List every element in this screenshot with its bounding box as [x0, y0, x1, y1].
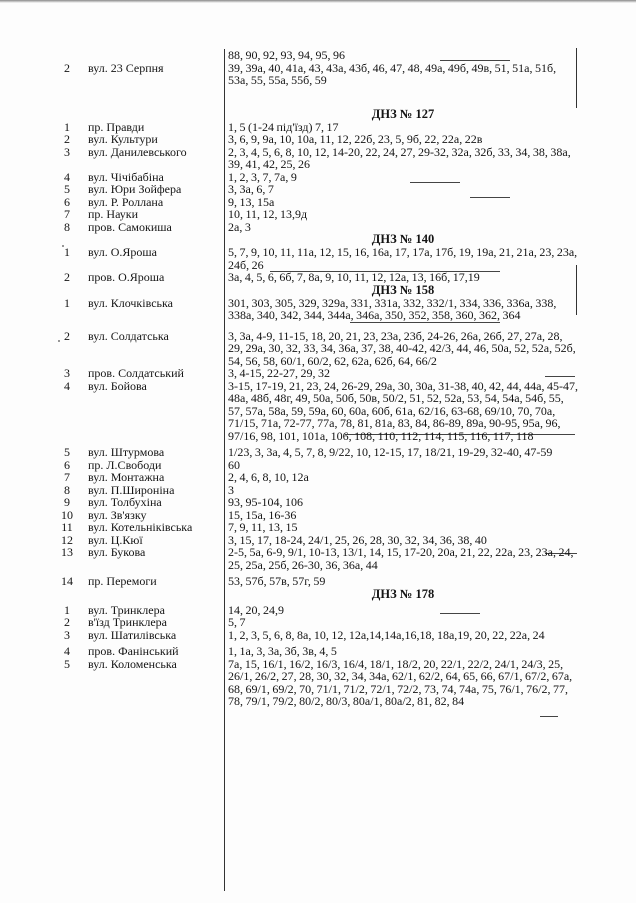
house-numbers: 2а, 3	[228, 219, 251, 234]
house-numbers: 10, 11, 12, 13,9д	[228, 207, 308, 221]
house-numbers: 53, 57б, 57в, 57г, 59	[228, 574, 326, 588]
house-numbers: 3, 3а, 6, 7	[228, 182, 274, 196]
row-number: 5	[64, 182, 70, 196]
street-name: вул. Солдатська	[88, 328, 169, 343]
row-number: 5	[64, 445, 70, 459]
row-number: 9	[64, 495, 70, 509]
row-number: 4	[64, 169, 70, 184]
house-numbers: 3-15, 17-19, 21, 23, 24, 26-29, 29а, 30, 30а, 31-38, 40, 42, 44, 44а, 45-47, 48а, 48б, 48г, 49, 50а, 50б, 50в, 50/2, 51, 52, 52а, 53, 54, 54а, 54б, 55, 57, 57а, 58а, 59, 59а, 60, 60а, 60б, 61а, 62/16, 63-68, 69/10, 70, 70а, 71/15, 71а, 72-77, 77а, 78, 81, 81а, 83, 84, 86-89, 89а, 90-95, 95а, 96, 97/16, 98, 101, 101а, 106, 108, 110, 112, 114, 115, 116, 117, 118	[228, 378, 578, 443]
house-numbers: 9, 13, 15а	[228, 194, 275, 209]
section-heading: ДНЗ № 140	[371, 232, 435, 246]
row-number: 14	[61, 574, 73, 588]
address-row	[0, 521, 636, 534]
house-numbers: 1, 2, 3, 5, 6, 8, 8а, 10, 12, 12а,14,14а,16,18, 18а,19, 20, 22, 22а, 24	[228, 627, 545, 642]
street-name: вул. Р. Роллана	[88, 194, 164, 209]
street-name: вул. Бойова	[88, 378, 147, 393]
address-row	[0, 629, 636, 642]
address-row	[0, 183, 636, 196]
row-number: 13	[61, 545, 73, 559]
house-numbers: 3, 3а, 4-9, 11-15, 18, 20, 21, 23, 23а, 23б, 24-26, 26а, 26б, 27, 27а, 28, 29, 29а, 30, 32, 33, 34, 36а, 37, 38, 40-42, 42/3, 44, 46, 50а, 52, 52а, 52б, 54, 56, 58, 60/1, 60/2, 62, 62а, 62б, 64, 66/2	[228, 328, 576, 368]
street-name: вул. Зв'язку	[88, 507, 147, 522]
house-numbers: 1/23, 3, 3а, 4, 5, 7, 8, 9/22, 10, 12-15, 17, 18/21, 19-29, 32-40, 47-59	[228, 445, 553, 459]
address-row	[0, 645, 636, 658]
street-name: пр. Правди	[88, 119, 145, 134]
house-numbers: 3, 15, 17, 18-24, 24/1, 25, 26, 28, 30, 32, 34, 36, 38, 40	[228, 532, 487, 547]
house-numbers: 39, 39а, 40, 41а, 43, 43а, 43б, 46, 47, 48, 49а, 49б, 49в, 51, 51а, 51б, 53а, 55, 55а, 55б, 59	[228, 60, 557, 87]
address-row	[0, 297, 636, 322]
house-numbers: 14, 20, 24,9	[228, 602, 284, 617]
house-numbers: 88, 90, 92, 93, 94, 95, 96	[228, 48, 345, 62]
row-number: 7	[64, 207, 70, 221]
house-numbers: 7, 9, 11, 13, 15	[228, 520, 298, 534]
row-number: 7	[64, 470, 70, 484]
street-name: вул. Котельніківська	[88, 520, 193, 534]
row-number: 2	[64, 60, 70, 75]
section-heading: ДНЗ № 158	[371, 282, 435, 297]
house-numbers: 2, 4, 6, 8, 10, 12а	[228, 470, 309, 484]
row-number: 12	[61, 532, 73, 547]
address-row	[0, 271, 636, 284]
row-number: 6	[64, 194, 70, 209]
house-numbers: 3, 6, 9, 9а, 10, 10а, 11, 12, 22б, 23, 5, 9б, 22, 22а, 22в	[228, 132, 483, 146]
house-numbers: 1, 1а, 3, 3а, 3б, 3в, 4, 5	[228, 644, 337, 658]
document-body	[0, 49, 636, 708]
street-name: вул. Клочківська	[88, 295, 173, 310]
row-number: 3	[64, 144, 70, 159]
address-row	[0, 133, 636, 146]
row-number: 2	[64, 615, 70, 629]
scan-mark	[540, 716, 558, 717]
street-name: пр. Перемоги	[88, 574, 157, 588]
street-name: вул. Толбухіна	[88, 495, 162, 509]
house-numbers: 2, 3, 4, 5, 6, 8, 10, 12, 14-20, 22, 24, 27, 29-32, 32а, 32б, 33, 34, 38, 38а, 39, 41, 42, 25, 26	[228, 144, 571, 171]
section-heading: ДНЗ № 127	[371, 106, 435, 121]
street-name: пров. Самокиша	[88, 219, 172, 234]
street-name: вул. Коломенська	[88, 656, 177, 671]
address-row	[0, 330, 636, 368]
column-divider	[224, 49, 225, 891]
address-row	[0, 146, 636, 171]
street-name: вул. Чічібабіна	[88, 169, 164, 184]
row-number: 11	[61, 520, 73, 534]
row-number: 2	[64, 270, 70, 284]
row-number: 1	[64, 119, 70, 134]
address-row	[0, 208, 636, 221]
street-name: вул. О.Яроша	[88, 245, 157, 259]
street-name: вул. Культури	[88, 132, 158, 146]
row-number: 5	[64, 656, 70, 671]
street-name: вул. Монтажна	[88, 470, 165, 484]
street-name: пр. Л.Свободи	[88, 457, 162, 472]
address-row	[0, 471, 636, 484]
street-name: вул. 23 Серпня	[88, 60, 164, 75]
row-number: 4	[64, 644, 70, 658]
house-numbers: 93, 95-104, 106	[228, 495, 303, 509]
house-numbers: 5, 7, 9, 10, 11, 11а, 12, 15, 16, 16а, 17, 17а, 17б, 19, 19а, 21, 21а, 23, 23а, 24б, 26	[228, 245, 578, 272]
scan-top-edge	[0, 0, 636, 3]
house-numbers: 2-5, 5а, 6-9, 9/1, 10-13, 13/1, 14, 15, 17-20, 20а, 21, 22, 22а, 23, 23а, 24, 25, 25а, 25б, 26-30, 36, 36а, 44	[228, 545, 574, 572]
address-row	[0, 221, 636, 234]
address-row	[0, 446, 636, 459]
address-row	[0, 49, 636, 62]
street-name: вул. Юри Зойфера	[88, 182, 182, 196]
house-numbers: 1, 2, 3, 7, 7а, 9	[228, 169, 297, 184]
street-name: вул. Тринклера	[88, 602, 165, 617]
house-numbers: 15, 15а, 16-36	[228, 507, 297, 522]
street-name: вул. Букова	[88, 545, 146, 559]
house-numbers: 3	[228, 482, 234, 497]
address-row	[0, 658, 636, 708]
address-row	[0, 62, 636, 87]
address-row	[0, 246, 636, 271]
row-number: 8	[64, 482, 70, 497]
row-number: 8	[64, 219, 70, 234]
house-numbers: 301, 303, 305, 329, 329а, 331, 331а, 332, 332/1, 334, 336, 336а, 338, 338а, 340, 342, 344, 344а, 346а, 350, 352, 358, 360, 362, 364	[228, 295, 557, 322]
street-name: пров. О.Яроша	[88, 270, 165, 284]
section-heading: ДНЗ № 178	[371, 586, 435, 601]
street-name: пр. Науки	[88, 207, 139, 221]
row-number: 3	[64, 627, 70, 642]
row-number: 3	[64, 366, 70, 380]
street-name: вул. Штурмова	[88, 445, 165, 459]
house-numbers: 3а, 4, 5, 6, 6б, 7, 8а, 9, 10, 11, 12, 12а, 13, 16б, 17,19	[228, 270, 480, 284]
row-number: 6	[64, 457, 70, 472]
house-numbers: 5, 7	[228, 615, 246, 629]
house-numbers: 1, 5 (1-24 під'їзд) 7, 17	[228, 119, 339, 134]
address-row	[0, 367, 636, 380]
row-number: 2	[64, 132, 70, 146]
row-number: 10	[61, 507, 73, 522]
street-name: вул. Ц.Кюї	[88, 532, 143, 547]
address-row	[0, 496, 636, 509]
street-name: пров. Фанінський	[88, 644, 179, 658]
house-numbers: 3, 4-15, 22-27, 29, 32	[228, 366, 330, 380]
row-number: 4	[64, 378, 70, 393]
street-name: вул. П.Широніна	[88, 482, 175, 497]
row-number: 2	[64, 328, 70, 343]
street-name: вул. Шатилівська	[88, 627, 177, 642]
house-numbers: 7а, 15, 16/1, 16/2, 16/3, 16/4, 18/1, 18/2, 20, 22/1, 22/2, 24/1, 24/3, 25, 26/1, 26/2, 27, 28, 30, 32, 34, 34а, 62/1, 62/2, 64, 65, 66, 67/1, 67/2, 67а, 68, 69/1, 69/2, 70, 71/1, 71/2, 72/1, 72/2, 73, 74, 74а, 75, 76/1, 76/2, 77, 78, 79/1, 79/2, 80/2, 80/3, 80а/1, 80а/2, 81, 82, 84	[228, 656, 573, 708]
house-numbers: 60	[228, 457, 240, 472]
row-number: 1	[64, 245, 70, 259]
row-number: 1	[64, 602, 70, 617]
street-name: пров. Солдатський	[88, 366, 184, 380]
street-name: в'їзд Тринклера	[88, 615, 167, 629]
row-number: 1	[64, 295, 70, 310]
address-row	[0, 575, 636, 588]
address-row	[0, 380, 636, 443]
address-row	[0, 546, 636, 571]
street-name: вул. Данилевського	[88, 144, 187, 159]
address-row	[0, 616, 636, 629]
